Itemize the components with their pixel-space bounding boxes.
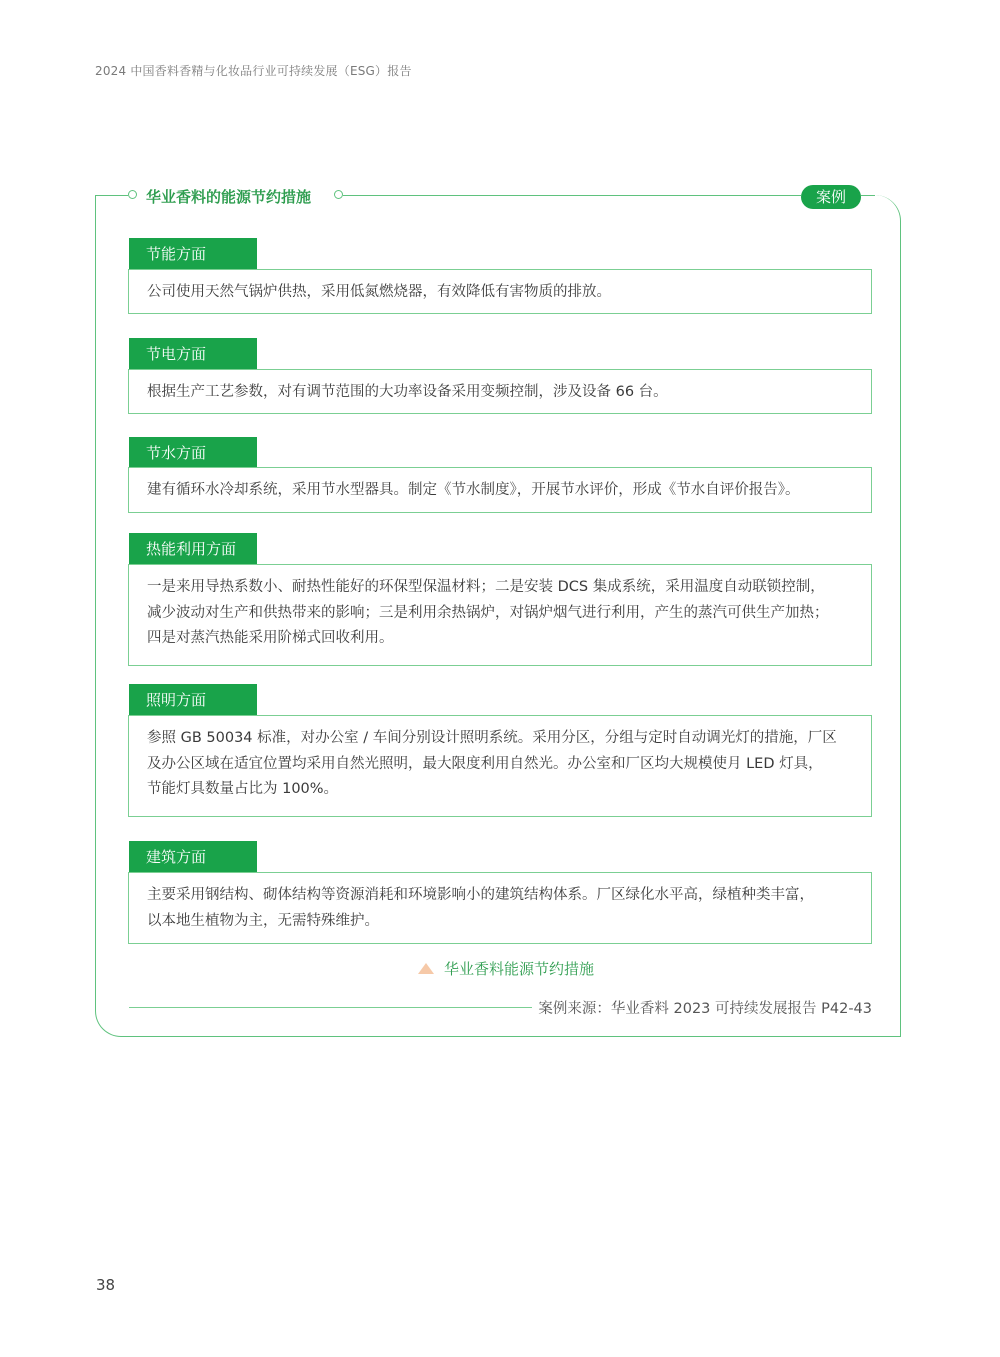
section-tab-heat-utilization: 热能利用方面 bbox=[129, 533, 257, 565]
section-tab-water-saving: 节水方面 bbox=[129, 437, 257, 469]
case-box-title: 华业香料的能源节约措施 bbox=[146, 188, 312, 206]
source-divider bbox=[129, 1007, 532, 1008]
running-header: 2024 中国香料香精与化妆品行业可持续发展（ESG）报告 bbox=[95, 64, 412, 78]
section-tab-electricity-saving: 节电方面 bbox=[129, 338, 257, 370]
case-source: 案例来源：华业香料 2023 可持续发展报告 P42-43 bbox=[538, 1001, 872, 1017]
section-tab-lighting: 照明方面 bbox=[129, 684, 257, 716]
section-body-water-saving bbox=[128, 467, 872, 513]
section-body-energy-saving bbox=[128, 269, 872, 314]
case-box-top-line-tail bbox=[861, 195, 875, 196]
section-body-lighting bbox=[128, 715, 872, 817]
case-tag: 案例 bbox=[801, 185, 861, 209]
section-tab-building: 建筑方面 bbox=[129, 841, 257, 873]
section-body-electricity-saving bbox=[128, 369, 872, 414]
section-line: 减少波动对生产和供热带来的影响；三是利用余热锅炉，对锅炉烟气进行利用，产生的蒸汽可供生产加热； bbox=[147, 604, 829, 621]
section-line: 公司使用天然气锅炉供热，采用低氮燃烧器，有效降低有害物质的排放。 bbox=[147, 284, 611, 300]
triangle-icon bbox=[418, 963, 434, 974]
section-line: 一是来用导热系数小、耐热性能好的环保型保温材料；二是安装 DCS 集成系统，采用温度自动联锁控制， bbox=[147, 579, 825, 595]
case-box-top-line-right bbox=[343, 195, 801, 196]
page-number: 38 bbox=[96, 1276, 116, 1294]
section-line: 参照 GB 50034 标准，对办公室 / 车间分别设计照明系统。采用分区，分组与定时自动调光灯的措施，厂区 bbox=[147, 730, 837, 746]
section-tab-energy-saving: 节能方面 bbox=[129, 238, 257, 270]
caption-text: 华业香料能源节约措施 bbox=[444, 960, 595, 978]
section-line: 以本地生植物为主，无需特殊维护。 bbox=[147, 912, 379, 929]
section-line: 主要采用钢结构、砌体结构等资源消耗和环境影响小的建筑结构体系。厂区绿化水平高，绿植种类丰富， bbox=[147, 887, 814, 903]
section-line: 及办公区域在适宜位置均采用自然光照明，最大限度利用自然光。办公室和厂区均大规模使月 LED 灯具， bbox=[147, 755, 823, 772]
section-line: 节能灯具数量占比为 100%。 bbox=[147, 781, 339, 797]
section-line: 四是对蒸汽热能采用阶梯式回收利用。 bbox=[147, 630, 394, 646]
section-body-building bbox=[128, 872, 872, 944]
figure-caption bbox=[418, 958, 594, 979]
title-circle-left bbox=[128, 190, 137, 199]
section-line: 建有循环水冷却系统，采用节水型器具。制定《节水制度》，开展节水评价，形成《节水自评价报告》。 bbox=[147, 482, 800, 498]
section-line: 根据生产工艺参数，对有调节范围的大功率设备采用变频控制，涉及设备 66 台。 bbox=[147, 384, 668, 400]
case-box-top-line-left bbox=[95, 195, 128, 196]
title-circle-right bbox=[334, 190, 343, 199]
section-body-heat-utilization bbox=[128, 564, 872, 666]
